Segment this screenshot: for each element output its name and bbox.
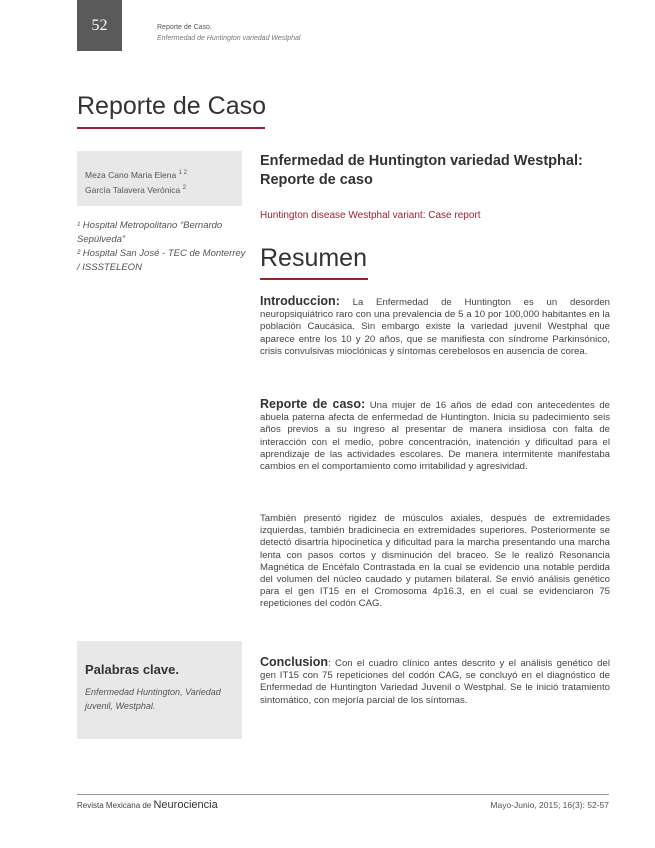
authors xyxy=(85,167,187,197)
affiliation-1: ¹ Hospital Metropolitano “Bernardo Sepúlveda” xyxy=(77,220,223,245)
author-1: Meza Cano Maria Elena $^{1 2}$ xyxy=(85,169,187,180)
affiliation-2: ² Hospital San José - TEC de Monterrey / ISSSTELEON xyxy=(77,248,246,273)
section-title: Reporte de Caso xyxy=(77,92,267,120)
case-lead: Reporte de caso: xyxy=(260,397,366,411)
section-title-rule xyxy=(77,127,265,129)
page-number: 52 xyxy=(77,0,122,51)
conclusion-paragraph: Conclusion: Con el cuadro clínico antes descrito y el análisis genético del gen IT15 con 75 repeticiones del codón CAG, se concluyó en el diagnóstico de Enfermedad de Huntington Variedad Juvenil o Westphal. Se le inició tratamiento sintomático, con mejoría parcial de los síntomas. xyxy=(260,655,610,706)
running-header xyxy=(157,22,300,44)
journal-name: Revista Mexicana de Neurociencia xyxy=(77,799,218,811)
conclusion-lead: Conclusion xyxy=(260,655,329,669)
case-paragraph-2: También presentó rigidez de músculos axiales, después de extremidades izquierdas, también bradicinecia en extremidades superiores. Posteriormente se detectó disartria hipocinetica y dificultad para la marcha presentando una marcha lenta con pasos cortos y disminución del braceo. Se le realizó Resonancia Magnética de Encéfalo Contrastada en la cual se evidencio una notable perdida del volumen del núcleo caudado y putamen bilateral. Se envió análisis genético para el gen IT15 en el Cromosoma 4p16.3, en el cual se evidenciaron 75 repeticiones del codón CAG. xyxy=(260,513,610,610)
abstract-heading-rule xyxy=(260,278,368,280)
keywords-title: Palabras clave. xyxy=(85,662,179,677)
footer-rule xyxy=(77,794,609,795)
case-paragraph: Reporte de caso: Una mujer de 16 años de edad con antecedentes de abuela paterna afecta de enfermedad de Huntington. Inicia su padecimiento seis años previos a su ingreso al presentar de manera insidiosa con falta de interacción con el medio, pobre concentración, inatención y dificultad para el aprendizaje de las actividades escolares. De manera intermitente manifestaba cambios en el comportamiento como irritabilidad y agresividad. xyxy=(260,397,610,473)
abstract-heading: Resumen xyxy=(260,244,367,272)
running-title: Reporte de Caso. xyxy=(157,24,212,31)
intro-paragraph: Introduccion: La Enfermedad de Huntington es un desorden neuropsiquiátrico raro con una prevalencia de 5 a 10 por 100,000 habitantes en la población Caucásica. Sin embargo existe la variedad juvenil Westphal que aparece entre los 10 y 20 años, que se manifiesta con síndrome Parkinsónico, crisis convulsivas mioclónicas y síntomas cerebelosos en ausencia de corea. xyxy=(260,294,610,357)
intro-lead: Introduccion: xyxy=(260,294,340,308)
affiliations xyxy=(77,219,247,275)
keywords-text: Enfermedad Huntington, Variedad juvenil, Westphal. xyxy=(85,687,221,711)
author-2: García Talavera Verónica $^2$ xyxy=(85,184,187,195)
citation: Mayo-Junio, 2015; 16(3): 52-57 xyxy=(490,800,609,810)
running-subtitle: Enfermedad de Huntington variedad Westphal xyxy=(157,35,301,42)
english-title: Huntington disease Westphal variant: Case report xyxy=(260,210,481,221)
article-title: Enfermedad de Huntington variedad Westphal: Reporte de caso xyxy=(260,153,583,188)
